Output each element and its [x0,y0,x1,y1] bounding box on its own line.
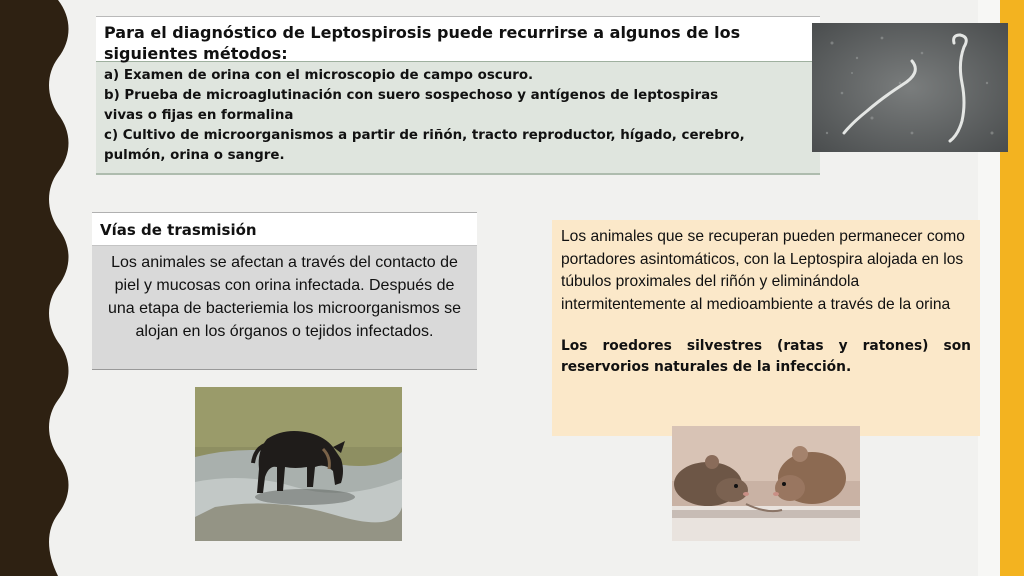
left-decorative-border [0,0,74,576]
dog-drinking-photo [195,387,402,541]
diagnostics-methods [96,62,820,175]
diagnostics-table [96,16,820,175]
leptospira-micrograph [812,23,1008,152]
rats-photo [672,426,860,541]
method-line: b) Prueba de microaglutinación con suero sospechoso y antígenos de leptospiras [104,88,719,103]
carrier-paragraph: Los animales que se recuperan pueden permanecer como portadores asintomáticos, con la Leptospira alojada en los túbulos proximales del riñón y eliminándola intermitentemente al medioambiente a través de la orina [561,228,965,313]
transmission-title: Vías de trasmisión [92,213,477,246]
method-line: a) Examen de orina con el microscopio de campo oscuro. [104,68,534,83]
method-line: pulmón, orina o sangre. [104,148,285,163]
method-line: vivas o fijas en formalina [104,108,294,123]
method-line: c) Cultivo de microorganismos a partir de riñón, tracto reproductor, hígado, cerebro, [104,128,745,143]
reservoir-highlight: Los roedores silvestres (ratas y ratones) son reservorios naturales de la infección. [561,338,971,375]
diagnostics-title: Para el diagnóstico de Leptospirosis puede recurrirse a algunos de los siguientes métodos: [96,17,820,62]
transmission-table [92,212,477,370]
transmission-body: Los animales se afectan a través del contacto de piel y mucosas con orina infectada. Después de una etapa de bacteriemia los microorganismos se alojan en los órganos o tejidos infectados. [92,246,477,370]
carrier-info-box [552,220,980,436]
